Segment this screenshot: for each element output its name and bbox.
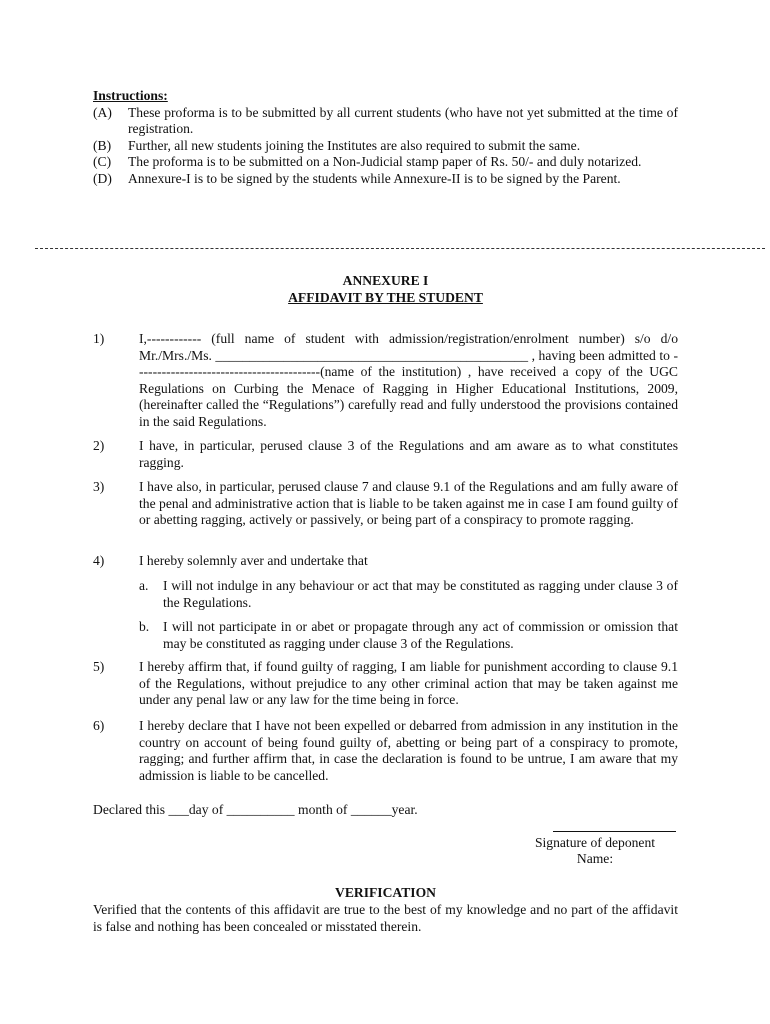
clause-text: I hereby declare that I have not been expelled or debarred from admission in any institution in the country on account of being found guilty of, abetting or being part of a conspiracy to promote, ragging; and further affirm that, in case the declaration is found to be untrue, I am aware that my admission is liable to be cancelled. (139, 718, 678, 783)
clause-number: 2) (93, 438, 105, 453)
subclause-text: I will not indulge in any behaviour or act that may be constituted as ragging under clause 3 of the Regulations. (163, 578, 678, 610)
instruction-text: Annexure-I is to be signed by the students while Annexure-II is to be signed by the Parent. (128, 170, 621, 186)
signature-name-label: Name: (576, 851, 614, 866)
clause-number: 5) (93, 659, 105, 674)
subclause-letter: a. (139, 578, 149, 593)
clause-text: I have also, in particular, perused clause 7 and clause 9.1 of the Regulations and am fully aware of the penal and administrative action that is liable to be taken against me in case I am found guilty of or abetting ragging, actively or passively, or being part of a conspiracy to promote ragging. (139, 479, 678, 528)
instruction-item (93, 105, 678, 138)
annexure-title: ANNEXURE I (342, 273, 429, 288)
instructions-title: Instructions: (93, 88, 168, 103)
instruction-text: The proforma is to be submitted on a Non-Judicial stamp paper of Rs. 50/- and duly notarized. (128, 154, 642, 170)
clause-number: 6) (93, 718, 105, 733)
clause-item (93, 479, 678, 529)
instruction-item (93, 171, 678, 188)
clause-text: I have, in particular, perused clause 3 of the Regulations and am aware as to what constitutes ragging. (139, 438, 678, 470)
affidavit-title: AFFIDAVIT BY THE STUDENT (288, 290, 483, 305)
clause-item (93, 438, 678, 471)
signature-line (553, 831, 676, 832)
instruction-letter: (D) (93, 170, 112, 186)
signature-label: Signature of deponent (534, 835, 656, 850)
clause-number: 1) (93, 331, 105, 346)
instruction-letter: (B) (93, 137, 112, 153)
clause-number: 3) (93, 479, 105, 494)
clause-item (93, 659, 678, 709)
clause-item (93, 331, 678, 431)
clause-text: I hereby affirm that, if found guilty of ragging, I am liable for punishment according to clause 9.1 of the Regulations, without prejudice to any other criminal action that may be taken against me under any penal law or any law for the time being in force. (139, 659, 678, 708)
instruction-text: Further, all new students joining the Institutes are also required to submit the same. (128, 137, 581, 153)
subclause-text: I will not participate in or abet or propagate through any act of commission or omission that may be constituted as ragging under clause 3 of the Regulations. (163, 619, 678, 651)
declaration-line: Declared this ___day of __________ month of ______year. (93, 802, 418, 817)
clause-number: 4) (93, 553, 105, 568)
instruction-letter: (A) (93, 104, 112, 120)
subclause-item (139, 619, 678, 652)
verification-text: Verified that the contents of this affidavit are true to the best of my knowledge and no part of the affidavit is false and nothing has been concealed or misstated therein. (93, 902, 678, 934)
subclause-letter: b. (139, 619, 150, 634)
clause-item (93, 553, 678, 570)
subclause-item (139, 578, 678, 611)
clause-item (93, 718, 678, 784)
instructions-section (93, 88, 678, 188)
clause-text: I hereby solemnly aver and undertake that (139, 553, 368, 568)
instruction-letter: (C) (93, 154, 112, 170)
instruction-item (93, 138, 678, 155)
instruction-text: These proforma is to be submitted by all current students (who have not yet submitted at the time of registration. (128, 104, 678, 137)
verification-title: VERIFICATION (335, 885, 436, 900)
clause-text: I,------------ (full name of student with admission/registration/enrolment number) s/o d/o Mr./Mrs./Ms. ______________________________________________ , having been admitted to -----------------------------------------(name of the institution) , have received a copy of the UGC Regulations on Curbing the Menace of Ragging in Higher Educational Institutions, 2009, (hereinafter called the “Regulations”) carefully read and fully understood the provisions contained in the said Regulations. (139, 331, 678, 429)
cut-line-divider (35, 248, 765, 249)
instruction-item (93, 154, 678, 171)
